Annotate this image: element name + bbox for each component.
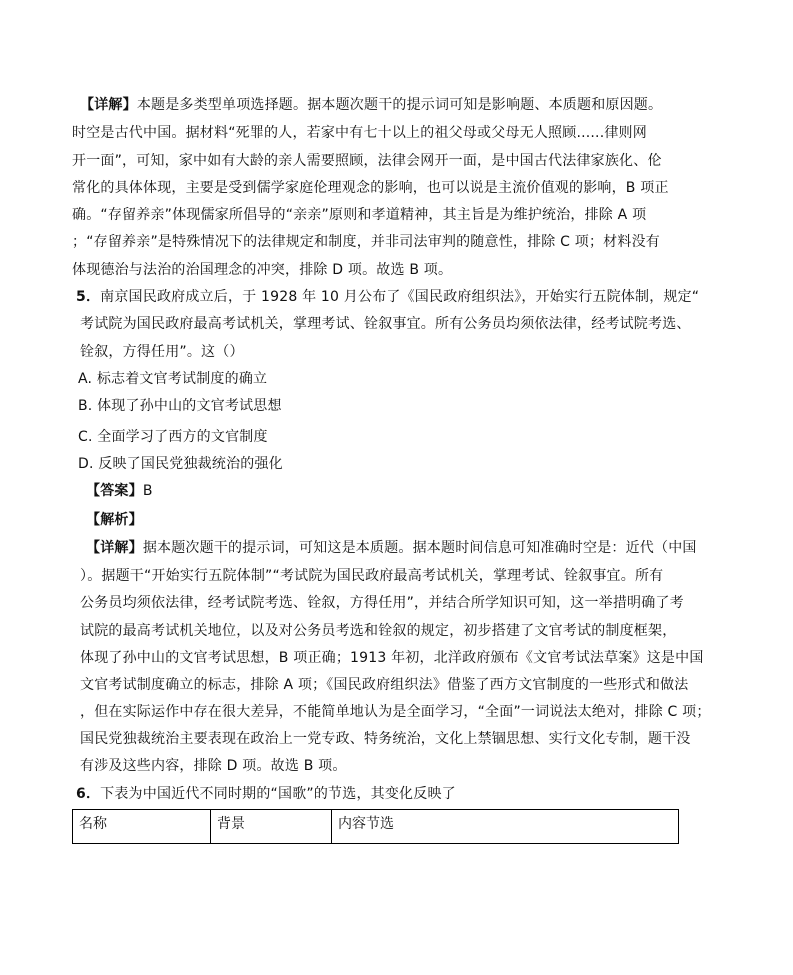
answer-tag: 【答案】 [86,483,143,499]
table-header-background: 背景 [211,810,332,844]
q5-detail-line-8: 国民党独裁统治主要表现在政治上一党专政、特务统治，文化上禁锢思想、实行文化专制，题干没 [80,731,691,747]
q5-option-d: D. 反映了国民党独裁统治的强化 [78,456,283,472]
q5-option-a: A. 标志着文官考试制度的确立 [78,371,268,387]
detail-tag: 【详解】 [80,97,137,113]
detail-line-6: ；“存留养亲”是特殊情况下的法律规定和制度，并非司法审判的随意性，排除 C 项；材料没有 [72,234,660,250]
answer-value: B [142,483,153,499]
q5-stem-line-1: 5．南京国民政府成立后，于 1928 年 10 月公布了《国民政府组织法》，开始实行五院体制，规定“ [76,289,700,305]
q5-number: 5． [76,289,101,305]
table-header-excerpt: 内容节选 [332,810,679,844]
detail-line-2: 时空是古代中国。据材料“死罪的人，若家中有七十以上的祖父母或父母无人照顾......律则网 [72,125,647,141]
analysis-tag: 【解析】 [86,512,143,528]
q6-number: 6． [76,786,101,802]
detail-line-4: 常化的具体体现，主要是受到儒学家庭伦理观念的影响，也可以说是主流价值观的影响，B 项正 [72,180,669,196]
q5-detail-line-9: 有涉及这些内容，排除 D 项。故选 B 项。 [80,758,347,774]
q5-detail-line-6: 文官考试制度确立的标志，排除 A 项；《国民政府组织法》借鉴了西方文官制度的一些形式和做法 [80,677,689,693]
detail-line-1: 【详解】本题是多类型单项选择题。据本题次题干的提示词可知是影响题、本质题和原因题。 [80,97,663,113]
q6-stem: 6．下表为中国近代不同时期的“国歌”的节选，其变化反映了 [76,786,456,802]
q5-detail-line-4: 试院的最高考试机关地位，以及对公务员考选和铨叙的规定，初步搭建了文官考试的制度框架， [80,623,677,639]
detail-line-3: 开一面”，可知，家中如有大龄的亲人需要照顾，法律会网开一面，是中国古代法律家族化、伦 [72,153,662,169]
q5-answer [86,481,153,501]
detail-line-7: 体现德治与法治的治国理念的冲突，排除 D 项。故选 B 项。 [72,262,453,278]
q5-detail-line-5: 体现了孙中山的文官考试思想，B 项正确；1913 年初，北洋政府颁布《文官考试法草案》这是中国 [80,650,704,666]
detail-line-5: 确。“存留养亲”体现儒家所倡导的“亲亲”原则和孝道精神，其主旨是为维护统治，排除 A 项 [72,207,647,223]
q5-stem-line-2: 考试院为国民政府最高考试机关，掌理考试、铨叙事宜。所有公务员均须依法律，经考试院考选、 [80,316,691,332]
table-header-row [73,810,679,844]
q5-option-b: B. 体现了孙中山的文官考试思想 [78,398,282,414]
q5-detail-line-2: ）。据题干“开始实行五院体制”“考试院为国民政府最高考试机关，掌理考试、铨叙事宜。所有 [80,568,664,584]
q5-detail-line-7: ，但在实际运作中存在很大差异，不能简单地认为是全面学习，“全面”一词说法太绝对，排除 C 项； [80,704,711,720]
q5-detail-tag: 【详解】 [86,540,143,556]
table-header-name: 名称 [73,810,211,844]
q5-option-c: C. 全面学习了西方的文官制度 [78,429,268,445]
q5-detail-line-1: 【详解】据本题次题干的提示词，可知这是本质题。据本题时间信息可知准确时空是：近代（中国 [86,540,697,556]
q5-stem-line-3: 铨叙，方得任用”。这（） [80,344,244,360]
q5-detail-line-3: 公务员均须依法律，经考试院考选、铨叙，方得任用”，并结合所学知识可知，这一举措明确了考 [80,595,684,611]
q6-table [72,809,679,844]
